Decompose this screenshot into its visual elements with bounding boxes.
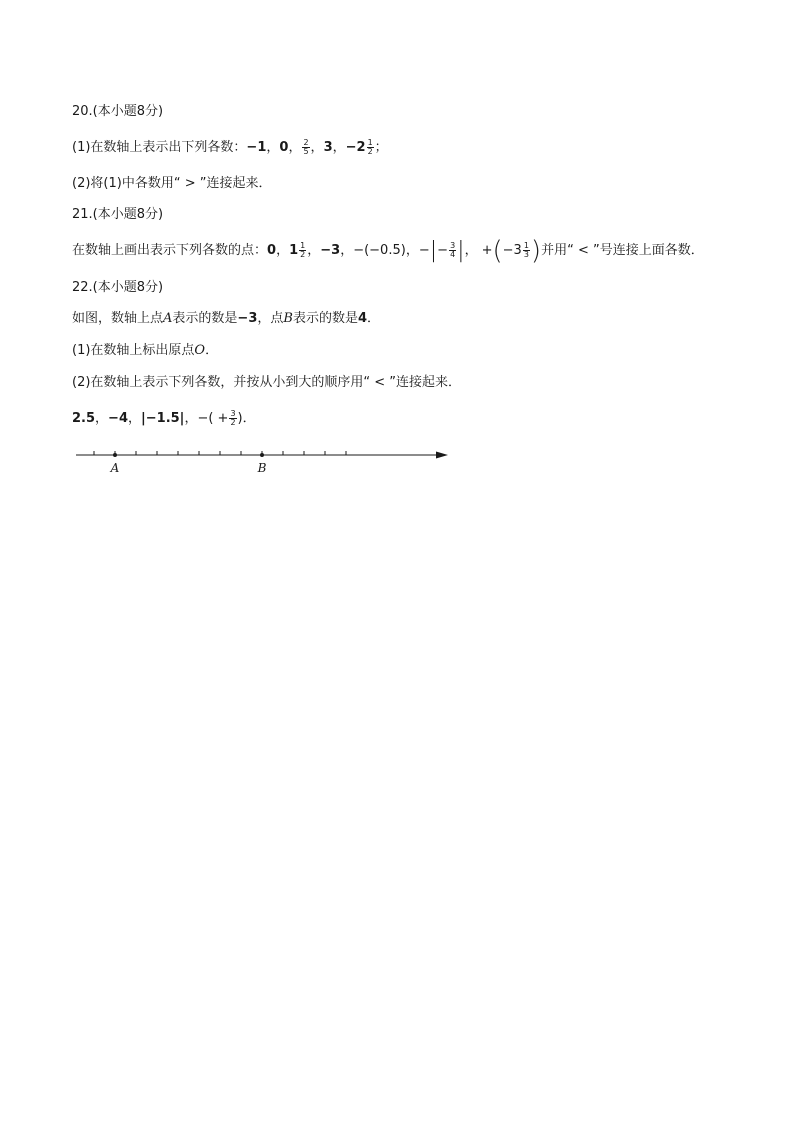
inner-whole: −3 [502,243,522,258]
q20-part1-text: (1)在数轴上表示出下列各数： [72,140,247,155]
q22-part1-end: ． [205,343,219,358]
point-a [113,453,117,457]
q22-var-a: A [163,311,173,326]
paren-frac [229,410,236,427]
q21-sep: ， [340,243,354,258]
q22-part2: (2)在数轴上表示下列各数，并按从小到大的顺序用“ < ”连接起来． [72,375,462,390]
point-b [260,453,264,457]
q22-nums [72,410,256,428]
frac-numerator: 1 [367,138,373,147]
q22-neg-paren-3-2 [197,411,242,426]
q22-intro-d: 表示的数是 [292,311,358,326]
number-line [70,444,460,480]
q21-mixed-1-1-2 [289,243,307,258]
frac-denominator: 5 [303,147,309,156]
q21-num-0: 0 [267,243,277,258]
q21-num-neg-neg-0-5: −(−0.5) [353,243,406,258]
frac-denominator: 4 [450,250,456,259]
q22-sep: ， [128,411,142,426]
q22-sep: ， [184,411,198,426]
frac-numerator: 2 [303,138,309,147]
q20-sep: ， [310,140,324,155]
frac-numerator: 1 [300,241,306,250]
abs-bar-left: | [429,237,438,263]
paren-frac [523,242,530,259]
paren-left: ( [492,235,503,266]
q22-num-abs-neg-1-5: |−1.5| [141,411,185,426]
q20-part2: (2)将(1)中各数用“ > ”连接起来． [72,176,272,191]
frac-numerator: 3 [450,241,456,250]
q22-intro [72,310,380,328]
q21-header: 21.(本小题8分) [72,207,164,222]
q20-sep: ， [332,140,346,155]
q21-sep: ， [405,243,419,258]
q22-intro-c: ，点 [257,311,284,326]
q21-body [72,235,704,266]
q21-text-end: 并用“ < ”号连接上面各数． [541,243,704,258]
q21-neg-abs-3-4 [418,237,465,263]
neg-paren-prefix: −( + [197,411,229,426]
frac-numerator: 1 [523,241,529,250]
mixed-frac [299,242,306,259]
q22-intro-b: 表示的数是 [172,311,238,326]
q20-sep: ， [266,140,280,155]
q20-num-3: 3 [323,140,333,155]
q22-part1 [72,342,218,360]
q22-intro-end: ． [367,311,381,326]
q22-sep: ， [95,411,109,426]
q22-origin-var: O [194,343,206,358]
q20-mixed-neg2-1-2 [346,140,375,155]
q22-val-b: 4 [357,311,368,326]
q22-part1-text: (1)在数轴上标出原点 [72,343,195,358]
q21-text-start: 在数轴上画出表示下列各数的点： [72,243,268,258]
q22-val-a: −3 [237,311,258,326]
mixed-whole: 1 [289,243,299,258]
q20-num-neg1: −1 [246,140,267,155]
q21-num-neg3: −3 [320,243,341,258]
q22-num-2-5: 2.5 [72,411,96,426]
q21-plus-paren [481,235,542,266]
q21-sep: ， [276,243,290,258]
point-b-label: B [257,461,267,475]
q21-sep: ， [464,243,478,258]
frac-denominator: 2 [367,147,373,156]
q22-var-b: B [283,311,293,326]
axis-ticks [94,451,346,455]
q20-frac-2-5 [302,139,309,156]
q20-sep: ， [288,140,302,155]
q21-sep: ， [307,243,321,258]
neg-sign: − [418,243,430,258]
abs-bar-right: | [457,237,465,263]
q20-num-0: 0 [279,140,289,155]
frac-denominator: 2 [300,250,306,259]
neg-paren-suffix: ) [237,411,243,426]
axis-arrow-icon [436,452,448,459]
frac-numerator: 3 [230,409,236,418]
inner-sign: − [437,243,449,258]
mixed-whole: −2 [345,140,366,155]
mixed-frac [367,139,374,156]
q22-num-neg4: −4 [108,411,128,426]
q22-intro-a: 如图，数轴上点 [72,311,164,326]
paren-right: ) [530,235,542,266]
abs-frac [449,242,456,259]
frac-denominator: 2 [230,418,236,427]
frac-denominator: 3 [523,250,529,259]
q22-header: 22.(本小题8分) [72,280,164,295]
q20-header: 20.(本小题8分) [72,104,164,119]
q20-end-punct: ； [374,140,388,155]
q20-part1 [72,139,388,157]
plus-sign: + [481,243,493,258]
point-a-label: A [110,461,120,475]
q22-end-punct: ． [242,411,256,426]
